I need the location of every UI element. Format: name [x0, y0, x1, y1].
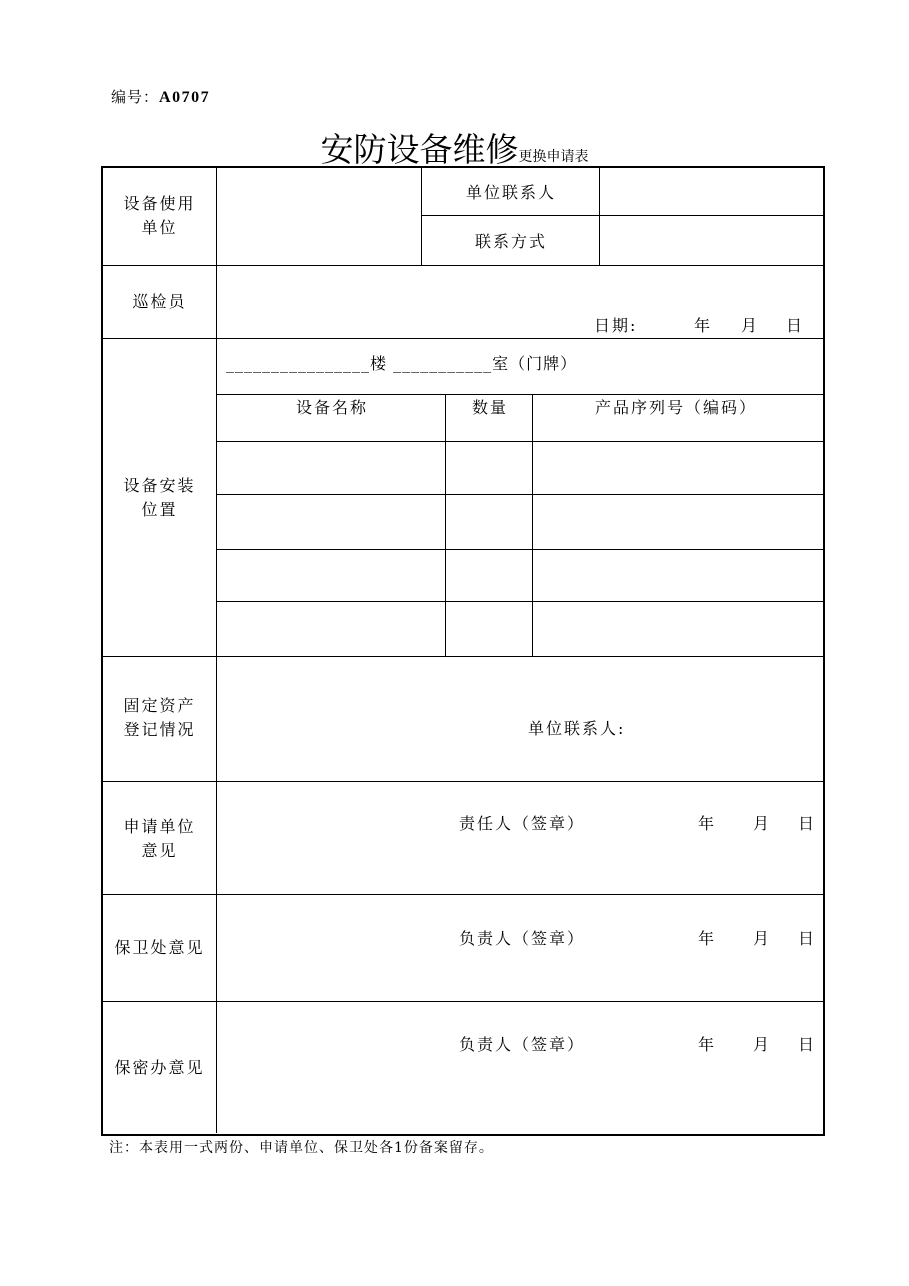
serial-value: A0707: [159, 89, 211, 106]
title-sub: 更换申请表: [518, 149, 589, 165]
applicant-signer: 责任人（签章）: [459, 814, 586, 833]
col-device-name: 设备名称: [296, 398, 369, 417]
security-dept-opinion-label: 保卫处意见: [114, 938, 205, 957]
cell-divider: [216, 394, 823, 395]
security-month: 月: [753, 929, 772, 948]
serial-input[interactable]: [534, 551, 822, 600]
cell-divider: [421, 167, 422, 265]
col-serial-number: 产品序列号（编码）: [595, 398, 758, 417]
row-divider: [102, 894, 823, 895]
serial-input[interactable]: [534, 496, 822, 548]
cell-divider: [599, 167, 600, 265]
applicant-month: 月: [753, 814, 772, 833]
secrecy-opinion-input[interactable]: [218, 1003, 822, 1131]
secrecy-month: 月: [753, 1035, 772, 1054]
device-name-input[interactable]: [218, 551, 444, 600]
form-title: [0, 124, 909, 171]
secrecy-year: 年: [698, 1035, 717, 1054]
cell-divider: [216, 549, 823, 550]
row-divider: [102, 781, 823, 782]
device-name-input[interactable]: [218, 443, 444, 493]
contact-person-label: 单位联系人: [466, 183, 557, 202]
footnote: 注：本表用一式两份、申请单位、保卫处各1份备案留存。: [109, 1140, 494, 1156]
applicant-year: 年: [698, 814, 717, 833]
cell-divider: [532, 394, 533, 656]
contact-method-input[interactable]: [601, 217, 822, 264]
title-main: 安防设备维修: [320, 130, 519, 169]
month-label: 月: [741, 316, 760, 335]
secrecy-day: 日: [798, 1035, 817, 1054]
serial-label: 编号：: [111, 88, 160, 106]
row-divider: [102, 1001, 823, 1002]
quantity-input[interactable]: [447, 496, 531, 548]
year-label: 年: [694, 316, 713, 335]
day-label: 日: [786, 316, 805, 335]
contact-method-label: 联系方式: [475, 232, 548, 251]
fixed-asset-label: 固定资产 登记情况: [123, 696, 196, 739]
secrecy-signer: 负责人（签章）: [459, 1035, 586, 1054]
row-divider: [102, 338, 823, 339]
security-year: 年: [698, 929, 717, 948]
inspector-label: 巡检员: [132, 292, 187, 311]
quantity-input[interactable]: [447, 603, 531, 655]
serial-input[interactable]: [534, 603, 822, 655]
cell-divider: [421, 215, 823, 216]
secrecy-office-opinion-label: 保密办意见: [114, 1058, 205, 1077]
install-location-label: 设备安装 位置: [123, 476, 196, 519]
contact-person-input[interactable]: [601, 168, 822, 214]
security-signer: 负责人（签章）: [459, 929, 586, 948]
row-divider: [102, 265, 823, 266]
applicant-opinion-input[interactable]: [218, 783, 822, 893]
device-name-input[interactable]: [218, 603, 444, 655]
quantity-input[interactable]: [447, 551, 531, 600]
quantity-input[interactable]: [447, 443, 531, 493]
asset-contact-label: 单位联系人:: [528, 719, 626, 738]
inspector-input[interactable]: [218, 267, 822, 337]
row-divider: [102, 656, 823, 657]
device-name-input[interactable]: [218, 496, 444, 548]
cell-divider: [216, 494, 823, 495]
applicant-opinion-label: 申请单位 意见: [123, 817, 196, 860]
serial-number: [111, 86, 210, 107]
unit-label: 设备使用 单位: [123, 194, 196, 237]
building-room-line[interactable]: ________________楼 ___________室（门牌）: [226, 354, 578, 373]
cell-divider: [216, 441, 823, 442]
date-label: 日期:: [594, 316, 638, 335]
security-day: 日: [798, 929, 817, 948]
applicant-day: 日: [798, 814, 817, 833]
fixed-asset-input[interactable]: [218, 658, 822, 780]
unit-input[interactable]: [218, 168, 420, 264]
cell-divider: [216, 601, 823, 602]
security-opinion-input[interactable]: [218, 896, 822, 1000]
label-column-divider: [216, 167, 217, 1133]
col-quantity: 数量: [472, 398, 509, 417]
serial-input[interactable]: [534, 443, 822, 493]
cell-divider: [445, 394, 446, 656]
